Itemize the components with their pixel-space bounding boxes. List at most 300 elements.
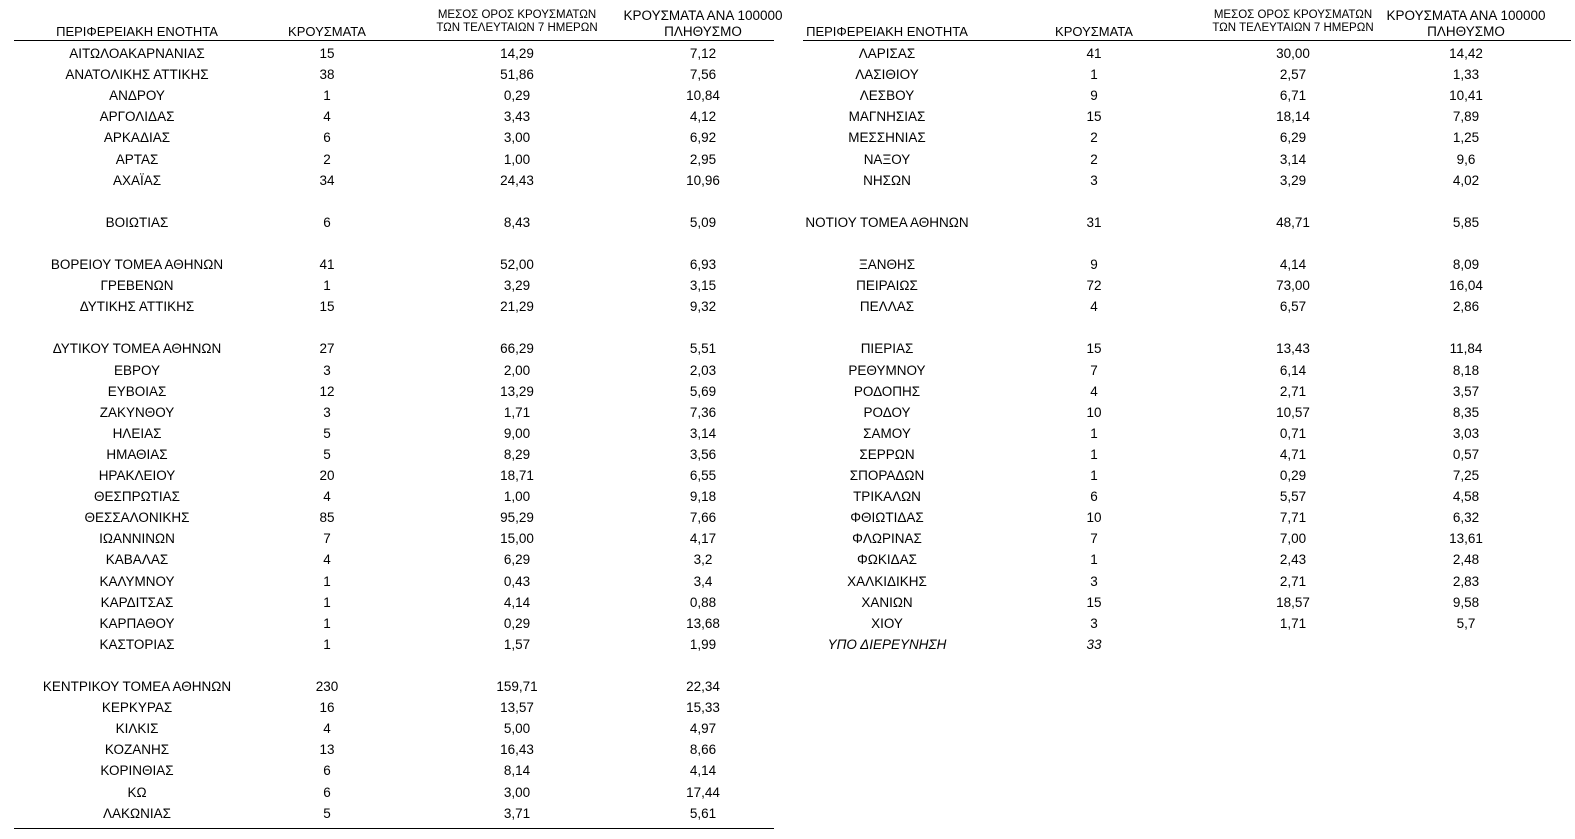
- per100k-cell: 8,18: [1452, 362, 1480, 378]
- region-cell: ΚΟΖΑΝΗΣ: [104, 742, 170, 758]
- region-cell: ΣΕΡΡΩΝ: [859, 446, 915, 462]
- per100k-cell: 3,56: [689, 446, 717, 462]
- per100k-cell: 7,36: [689, 404, 717, 420]
- region-cell: ΚΑΛΥΜΝΟΥ: [99, 573, 175, 589]
- per100k-cell: 9,18: [689, 489, 717, 505]
- avg-cell: 21,29: [500, 299, 534, 315]
- region-cell: ΠΕΛΛΑΣ: [859, 299, 915, 315]
- cases-cell: 34: [319, 172, 335, 188]
- table-row: [0, 465, 790, 486]
- per100k-cell: 8,35: [1452, 404, 1480, 420]
- table-row: [803, 64, 1575, 85]
- region-cell: ΑΧΑΪΑΣ: [112, 172, 162, 188]
- cases-cell: 7: [323, 531, 331, 547]
- region-cell: ΑΝΔΡΟΥ: [109, 88, 165, 104]
- cases-cell: 1: [323, 88, 331, 104]
- cases-cell: 4: [1090, 383, 1098, 399]
- region-cell: ΧΑΛΚΙΔΙΚΗΣ: [847, 573, 927, 589]
- table-row: [0, 803, 790, 824]
- cases-cell: 1: [1090, 67, 1098, 83]
- table-row: [0, 85, 790, 106]
- cases-cell: 7: [1090, 531, 1098, 547]
- per100k-cell: 3,03: [1452, 425, 1480, 441]
- table-row: [803, 275, 1575, 296]
- region-cell: ΦΘΙΩΤΙΔΑΣ: [850, 510, 924, 526]
- table-row: [0, 760, 790, 781]
- cases-cell: 4: [323, 109, 331, 125]
- cases-cell: 27: [319, 341, 335, 357]
- per100k-cell: 3,57: [1452, 383, 1480, 399]
- region-cell: ΖΑΚΥΝΘΟΥ: [99, 404, 175, 420]
- cases-cell: 6: [323, 214, 331, 230]
- per100k-cell: 6,32: [1452, 510, 1480, 526]
- per100k-cell: 7,12: [689, 46, 717, 61]
- table-row: [803, 486, 1575, 507]
- avg-cell: 4,71: [1279, 446, 1307, 462]
- region-cell: ΗΜΑΘΙΑΣ: [106, 446, 168, 462]
- cases-cell: 20: [319, 468, 335, 483]
- table-row: [803, 571, 1575, 592]
- table-row: [0, 338, 790, 359]
- cases-cell: 9: [1090, 257, 1098, 272]
- table-row: [0, 254, 790, 275]
- cases-cell: 12: [319, 383, 335, 399]
- table-row: [0, 782, 790, 803]
- region-cell: ΧΙΟΥ: [871, 615, 903, 631]
- avg-cell: 7,00: [1279, 531, 1307, 547]
- table-row: [803, 106, 1575, 127]
- table-row: [803, 338, 1575, 359]
- table-row: [0, 613, 790, 634]
- region-cell: ΑΡΚΑΔΙΑΣ: [103, 130, 171, 146]
- avg-cell: 6,14: [1279, 362, 1307, 378]
- per100k-cell: 2,48: [1452, 552, 1480, 568]
- per100k-cell: 3,15: [689, 278, 717, 294]
- avg-cell: 0,29: [1279, 468, 1307, 483]
- region-cell: ΒΟΙΩΤΙΑΣ: [105, 214, 169, 230]
- avg-cell: 3,14: [1279, 151, 1307, 167]
- region-cell: ΑΡΤΑΣ: [115, 151, 159, 167]
- region-cell: ΚΟΡΙΝΘΙΑΣ: [100, 763, 174, 779]
- region-cell: ΣΑΜΟΥ: [863, 425, 911, 441]
- cases-cell: 2: [1090, 151, 1098, 167]
- region-cell: ΣΠΟΡΑΔΩΝ: [849, 468, 925, 483]
- per100k-cell: 6,93: [689, 257, 717, 272]
- table-row: [0, 360, 790, 381]
- cases-cell: 16: [319, 700, 335, 716]
- per100k-cell: 1,25: [1452, 130, 1480, 146]
- region-cell: ΔΥΤΙΚΟΥ ΤΟΜΕΑ ΑΘΗΝΩΝ: [52, 341, 222, 357]
- header-cases: ΚΡΟΥΣΜΑΤΑ: [1055, 24, 1133, 39]
- avg-cell: 4,14: [1279, 257, 1307, 272]
- region-cell: ΦΛΩΡΙΝΑΣ: [852, 531, 922, 547]
- region-cell: ΛΕΣΒΟΥ: [859, 88, 915, 104]
- table-row: [803, 592, 1575, 613]
- avg-cell: 8,29: [503, 446, 531, 462]
- region-cell: ΚΕΝΤΡΙΚΟΥ ΤΟΜΕΑ ΑΘΗΝΩΝ: [42, 679, 232, 694]
- table-row: [0, 507, 790, 528]
- region-cell: ΚΑΡΠΑΘΟΥ: [99, 615, 175, 631]
- cases-cell: 1: [323, 278, 331, 294]
- per100k-cell: 3,4: [693, 573, 713, 589]
- table-row: [803, 528, 1575, 549]
- table-row: [0, 697, 790, 718]
- per100k-cell: 0,57: [1452, 446, 1480, 462]
- per100k-cell: 1,33: [1452, 67, 1480, 83]
- per100k-cell: 4,14: [689, 763, 717, 779]
- region-cell: ΓΡΕΒΕΝΩΝ: [100, 278, 174, 294]
- table-row: [803, 634, 1575, 655]
- avg-cell: 4,14: [503, 594, 531, 610]
- header-per100k: [1371, 8, 1561, 40]
- header-cases: ΚΡΟΥΣΜΑΤΑ: [288, 24, 366, 39]
- region-cell: ΜΕΣΣΗΝΙΑΣ: [848, 130, 926, 146]
- table-row: [803, 170, 1575, 191]
- table-row: [803, 423, 1575, 444]
- header-avg-line1: ΜΕΣΟΣ ΟΡΟΣ ΚΡΟΥΣΜΑΤΩΝ: [437, 9, 597, 21]
- per100k-cell: 5,09: [689, 214, 717, 230]
- cases-cell: 33: [1086, 636, 1102, 652]
- cases-cell: 4: [323, 721, 331, 737]
- table-row: [0, 381, 790, 402]
- avg-cell: 14,29: [500, 46, 534, 61]
- region-cell: ΚΩ: [127, 784, 147, 800]
- avg-cell: 18,71: [500, 468, 534, 483]
- cases-cell: 230: [315, 679, 339, 694]
- avg-cell: 1,71: [1279, 615, 1307, 631]
- avg-cell: 3,71: [503, 805, 531, 821]
- cases-cell: 4: [1090, 299, 1098, 315]
- table-row: [803, 149, 1575, 170]
- per100k-cell: 4,12: [689, 109, 717, 125]
- region-cell: ΚΑΒΑΛΑΣ: [105, 552, 169, 568]
- cases-cell: 5: [323, 446, 331, 462]
- cases-cell: 5: [323, 425, 331, 441]
- cases-cell: 3: [1090, 172, 1098, 188]
- avg-cell: 5,00: [503, 721, 531, 737]
- table-row: [0, 592, 790, 613]
- cases-cell: 15: [1086, 109, 1102, 125]
- avg-cell: 15,00: [500, 531, 534, 547]
- cases-cell: 72: [1086, 278, 1102, 294]
- avg-cell: 2,43: [1279, 552, 1307, 568]
- region-cell: ΑΙΤΩΛΟΑΚΑΡΝΑΝΙΑΣ: [69, 46, 205, 61]
- per100k-cell: 3,2: [693, 552, 713, 568]
- avg-cell: 6,71: [1279, 88, 1307, 104]
- cases-cell: 3: [323, 362, 331, 378]
- avg-cell: 0,29: [503, 88, 531, 104]
- region-cell: ΧΑΝΙΩΝ: [861, 594, 913, 610]
- avg-cell: 24,43: [500, 172, 534, 188]
- header-per100k: [608, 8, 798, 40]
- per100k-cell: 5,85: [1452, 214, 1480, 230]
- table-row: [0, 64, 790, 85]
- table-row: [803, 85, 1575, 106]
- per100k-cell: 13,68: [686, 615, 720, 631]
- avg-cell: 1,00: [503, 151, 531, 167]
- region-cell: ΚΑΡΔΙΤΣΑΣ: [100, 594, 174, 610]
- table-row: [803, 549, 1575, 570]
- cases-cell: 15: [319, 299, 335, 315]
- cases-cell: 6: [323, 130, 331, 146]
- region-cell: ΡΟΔΟΠΗΣ: [853, 383, 921, 399]
- per100k-cell: 10,41: [1449, 88, 1483, 104]
- table-row: [803, 507, 1575, 528]
- per100k-cell: 10,84: [686, 88, 720, 104]
- avg-cell: 1,57: [503, 636, 531, 652]
- avg-cell: 0,29: [503, 615, 531, 631]
- per100k-cell: 9,58: [1452, 594, 1480, 610]
- per100k-cell: 5,69: [689, 383, 717, 399]
- header-rule: [803, 40, 1571, 41]
- table-row: [0, 549, 790, 570]
- region-cell: ΑΡΓΟΛΙΔΑΣ: [99, 109, 175, 125]
- per100k-cell: 1,99: [689, 636, 717, 652]
- header-per100k-line1: ΚΡΟΥΣΜΑΤΑ ΑΝΑ 100000: [623, 8, 783, 23]
- per100k-cell: 6,92: [689, 130, 717, 146]
- cases-cell: 6: [1090, 489, 1098, 505]
- header-avg-7days: [402, 9, 632, 35]
- table-row: [0, 423, 790, 444]
- avg-cell: 13,29: [500, 383, 534, 399]
- avg-cell: 30,00: [1276, 46, 1310, 61]
- cases-cell: 2: [1090, 130, 1098, 146]
- cases-cell: 15: [1086, 594, 1102, 610]
- cases-cell: 41: [1086, 46, 1102, 61]
- region-cell: ΤΡΙΚΑΛΩΝ: [853, 489, 921, 505]
- cases-cell: 15: [1086, 341, 1102, 357]
- header-region: ΠΕΡΙΦΕΡΕΙΑΚΗ ΕΝΟΤΗΤΑ: [806, 24, 968, 39]
- table-row: [803, 613, 1575, 634]
- region-cell: ΚΕΡΚΥΡΑΣ: [101, 700, 173, 716]
- cases-cell: 41: [319, 257, 335, 272]
- per100k-cell: 16,04: [1449, 278, 1483, 294]
- header-rule: [14, 40, 774, 41]
- table-row: [803, 43, 1575, 64]
- table-row: [0, 296, 790, 317]
- region-cell: ΔΥΤΙΚΗΣ ΑΤΤΙΚΗΣ: [79, 299, 195, 315]
- per100k-cell: 7,56: [689, 67, 717, 83]
- header-avg-line2: ΤΩΝ ΤΕΛΕΥΤΑΙΩΝ 7 ΗΜΕΡΩΝ: [436, 22, 598, 34]
- region-cell: ΚΑΣΤΟΡΙΑΣ: [99, 636, 175, 652]
- region-cell: ΠΙΕΡΙΑΣ: [860, 341, 914, 357]
- table-row: [803, 402, 1575, 423]
- avg-cell: 159,71: [496, 679, 538, 694]
- per100k-cell: 22,34: [686, 679, 720, 694]
- per100k-cell: 2,95: [689, 151, 717, 167]
- avg-cell: 3,00: [503, 130, 531, 146]
- region-cell: ΞΑΝΘΗΣ: [858, 257, 916, 272]
- region-cell: ΛΑΚΩΝΙΑΣ: [103, 805, 171, 821]
- table-row: [0, 275, 790, 296]
- avg-cell: 8,14: [503, 763, 531, 779]
- avg-cell: 52,00: [500, 257, 534, 272]
- table-row: [0, 402, 790, 423]
- header-avg-line1: ΜΕΣΟΣ ΟΡΟΣ ΚΡΟΥΣΜΑΤΩΝ: [1213, 9, 1373, 21]
- cases-cell: 4: [323, 552, 331, 568]
- avg-cell: 16,43: [500, 742, 534, 758]
- per100k-cell: 0,88: [689, 594, 717, 610]
- table-row: [0, 149, 790, 170]
- cases-cell: 31: [1086, 214, 1102, 230]
- per100k-cell: 2,86: [1452, 299, 1480, 315]
- cases-cell: 1: [323, 573, 331, 589]
- avg-cell: 10,57: [1276, 404, 1310, 420]
- region-cell: ΕΒΡΟΥ: [113, 362, 161, 378]
- header-per100k-line2: ΠΛΗΘΥΣΜΟ: [1427, 24, 1505, 39]
- header-region: ΠΕΡΙΦΕΡΕΙΑΚΗ ΕΝΟΤΗΤΑ: [56, 24, 218, 39]
- region-cell: ΘΕΣΣΑΛΟΝΙΚΗΣ: [84, 510, 190, 526]
- region-cell: ΡΕΘΥΜΝΟΥ: [848, 362, 926, 378]
- table-row: [0, 212, 790, 233]
- table-row: [803, 381, 1575, 402]
- bottom-rule: [14, 828, 774, 829]
- table-row: [803, 254, 1575, 275]
- per100k-cell: 13,61: [1449, 531, 1483, 547]
- cases-cell: 1: [1090, 446, 1098, 462]
- cases-cell: 85: [319, 510, 335, 526]
- per100k-cell: 4,97: [689, 721, 717, 737]
- header-avg-line2: ΤΩΝ ΤΕΛΕΥΤΑΙΩΝ 7 ΗΜΕΡΩΝ: [1212, 22, 1374, 34]
- avg-cell: 2,00: [503, 362, 531, 378]
- table-row: [0, 106, 790, 127]
- per100k-cell: 11,84: [1449, 341, 1483, 357]
- table-row: [0, 571, 790, 592]
- region-cell: ΗΛΕΙΑΣ: [112, 425, 162, 441]
- cases-cell: 3: [1090, 573, 1098, 589]
- region-cell: ΝΗΣΩΝ: [863, 172, 911, 188]
- avg-cell: 66,29: [500, 341, 534, 357]
- per100k-cell: 2,83: [1452, 573, 1480, 589]
- cases-cell: 6: [323, 763, 331, 779]
- region-cell: ΘΕΣΠΡΩΤΙΑΣ: [93, 489, 181, 505]
- avg-cell: 2,71: [1279, 573, 1307, 589]
- cases-cell: 1: [323, 636, 331, 652]
- cases-cell: 1: [1090, 468, 1098, 483]
- region-cell: ΠΕΙΡΑΙΩΣ: [856, 278, 918, 294]
- cases-cell: 2: [323, 151, 331, 167]
- region-cell: ΑΝΑΤΟΛΙΚΗΣ ΑΤΤΙΚΗΣ: [65, 67, 209, 83]
- per100k-cell: 7,25: [1452, 468, 1480, 483]
- avg-cell: 6,57: [1279, 299, 1307, 315]
- per100k-cell: 10,96: [686, 172, 720, 188]
- per100k-cell: 9,6: [1456, 151, 1476, 167]
- cases-cell: 9: [1090, 88, 1098, 104]
- cases-cell: 7: [1090, 362, 1098, 378]
- per100k-cell: 5,61: [689, 805, 717, 821]
- avg-cell: 1,00: [503, 489, 531, 505]
- header-avg-7days: [1185, 9, 1401, 35]
- avg-cell: 2,71: [1279, 383, 1307, 399]
- region-cell: ΥΠΟ ΔΙΕΡΕΥΝΗΣΗ: [827, 636, 947, 652]
- avg-cell: 3,29: [503, 278, 531, 294]
- avg-cell: 51,86: [500, 67, 534, 83]
- per100k-cell: 8,66: [689, 742, 717, 758]
- avg-cell: 48,71: [1276, 214, 1310, 230]
- per100k-cell: 14,42: [1449, 46, 1483, 61]
- region-cell: ΝΑΞΟΥ: [863, 151, 911, 167]
- per100k-cell: 2,03: [689, 362, 717, 378]
- table-row: [803, 212, 1575, 233]
- avg-cell: 95,29: [500, 510, 534, 526]
- cases-cell: 13: [319, 742, 335, 758]
- table-row: [0, 739, 790, 760]
- cases-cell: 10: [1086, 510, 1102, 526]
- avg-cell: 0,43: [503, 573, 531, 589]
- avg-cell: 73,00: [1276, 278, 1310, 294]
- avg-cell: 9,00: [503, 425, 531, 441]
- cases-cell: 4: [323, 489, 331, 505]
- cases-cell: 10: [1086, 404, 1102, 420]
- region-cell: ΕΥΒΟΙΑΣ: [107, 383, 167, 399]
- table-row: [0, 444, 790, 465]
- table-row: [803, 296, 1575, 317]
- avg-cell: 2,57: [1279, 67, 1307, 83]
- per100k-cell: 4,02: [1452, 172, 1480, 188]
- per100k-cell: 9,32: [689, 299, 717, 315]
- avg-cell: 0,71: [1279, 425, 1307, 441]
- region-cell: ΝΟΤΙΟΥ ΤΟΜΕΑ ΑΘΗΝΩΝ: [805, 214, 969, 230]
- cases-cell: 6: [323, 784, 331, 800]
- avg-cell: 8,43: [503, 214, 531, 230]
- cases-cell: 3: [323, 404, 331, 420]
- table-row: [803, 127, 1575, 148]
- table-row: [0, 127, 790, 148]
- per100k-cell: 5,7: [1456, 615, 1476, 631]
- per100k-cell: 7,66: [689, 510, 717, 526]
- table-row: [0, 170, 790, 191]
- table-row: [0, 676, 790, 697]
- per100k-cell: 7,89: [1452, 109, 1480, 125]
- table-row: [0, 43, 790, 64]
- cases-cell: 15: [319, 46, 335, 61]
- region-cell: ΛΑΣΙΘΙΟΥ: [855, 67, 919, 83]
- table-row: [0, 486, 790, 507]
- per100k-cell: 5,51: [689, 341, 717, 357]
- region-cell: ΚΙΛΚΙΣ: [115, 721, 159, 737]
- table-row: [803, 444, 1575, 465]
- region-cell: ΒΟΡΕΙΟΥ ΤΟΜΕΑ ΑΘΗΝΩΝ: [50, 257, 224, 272]
- per100k-cell: 15,33: [686, 700, 720, 716]
- region-cell: ΛΑΡΙΣΑΣ: [858, 46, 916, 61]
- cases-cell: 38: [319, 67, 335, 83]
- per100k-cell: 3,14: [689, 425, 717, 441]
- avg-cell: 3,29: [1279, 172, 1307, 188]
- avg-cell: 6,29: [503, 552, 531, 568]
- table-row: [803, 360, 1575, 381]
- per100k-cell: 4,17: [689, 531, 717, 547]
- table-row: [0, 528, 790, 549]
- cases-cell: 5: [323, 805, 331, 821]
- table-row: [0, 634, 790, 655]
- avg-cell: 5,57: [1279, 489, 1307, 505]
- table-row: [0, 718, 790, 739]
- region-cell: ΙΩΑΝΝΙΝΩΝ: [99, 531, 175, 547]
- avg-cell: 7,71: [1279, 510, 1307, 526]
- header-per100k-line1: ΚΡΟΥΣΜΑΤΑ ΑΝΑ 100000: [1386, 8, 1546, 23]
- avg-cell: 3,00: [503, 784, 531, 800]
- cases-cell: 1: [1090, 425, 1098, 441]
- region-cell: ΡΟΔΟΥ: [863, 404, 911, 420]
- region-cell: ΜΑΓΝΗΣΙΑΣ: [848, 109, 926, 125]
- avg-cell: 18,57: [1276, 594, 1310, 610]
- region-cell: ΗΡΑΚΛΕΙΟΥ: [98, 468, 176, 483]
- per100k-cell: 17,44: [686, 784, 720, 800]
- avg-cell: 13,43: [1276, 341, 1310, 357]
- per100k-cell: 6,55: [689, 468, 717, 483]
- cases-cell: 3: [1090, 615, 1098, 631]
- per100k-cell: 4,58: [1452, 489, 1480, 505]
